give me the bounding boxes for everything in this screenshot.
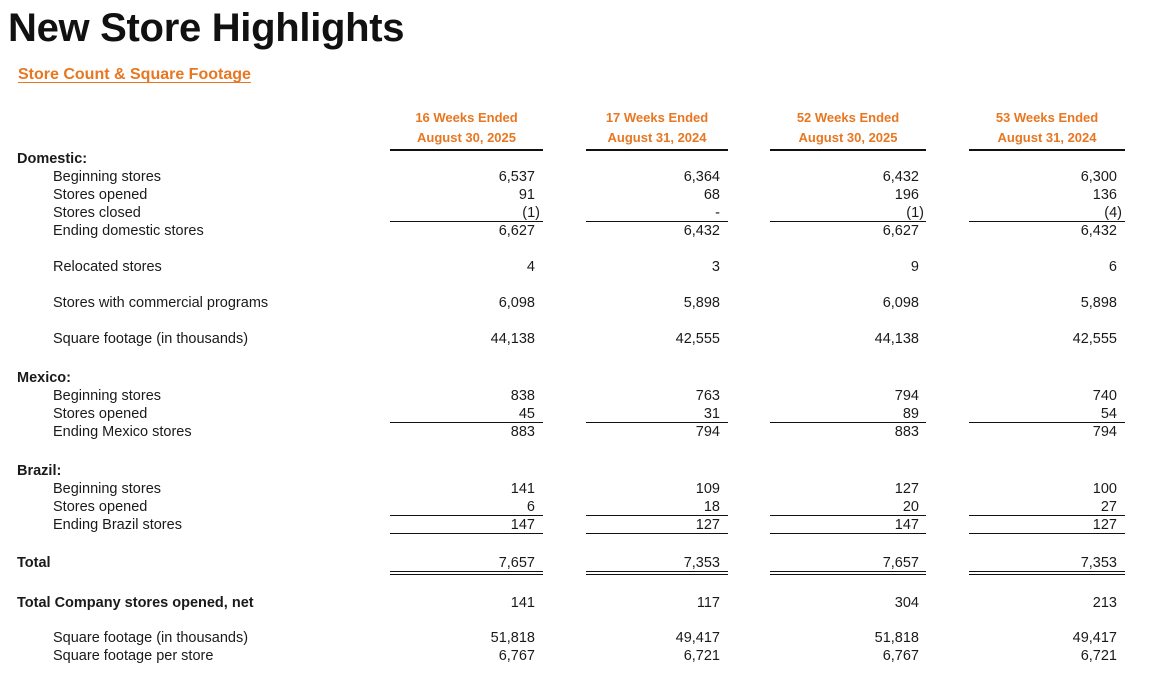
row-label: Ending domestic stores (53, 223, 204, 239)
cell-value: 54 (1100, 406, 1117, 422)
underline (969, 221, 1125, 222)
row-label: Mexico: (17, 370, 71, 386)
cell-value: 141 (510, 595, 535, 611)
cell-value: 31 (703, 406, 720, 422)
column-header-2 (586, 108, 728, 151)
row-label: Domestic: (17, 151, 88, 167)
cell-value: 838 (510, 388, 535, 404)
cell-value: 763 (695, 388, 720, 404)
double-underline (586, 571, 728, 575)
cell-value: 794 (894, 388, 919, 404)
row-label: Total Company stores opened, net (17, 595, 254, 611)
row-label: Beginning stores (53, 481, 162, 497)
column-header-date: August 31, 2024 (997, 130, 1097, 145)
cell-value: 6,300 (1080, 169, 1117, 185)
cell-value: 3 (711, 259, 720, 275)
underline (586, 221, 728, 222)
row-label: Ending Mexico stores (53, 424, 192, 440)
row-label: Total (17, 555, 51, 571)
section-subtitle: Store Count & Square Footage (18, 66, 251, 83)
cell-value: 7,657 (882, 555, 919, 571)
cell-value: 42,555 (675, 331, 720, 347)
cell-value: 883 (894, 424, 919, 440)
cell-value: 20 (902, 499, 919, 515)
cell-value: 6,432 (882, 169, 919, 185)
cell-value: 6,721 (683, 648, 720, 664)
double-underline (770, 571, 926, 575)
row-label: Brazil: (17, 463, 62, 479)
underline (390, 422, 543, 423)
cell-value: 7,353 (683, 555, 720, 571)
cell-value: - (715, 205, 720, 221)
column-header-1 (390, 108, 543, 151)
column-header-period: 17 Weeks Ended (605, 110, 709, 125)
cell-value: 6,098 (498, 295, 535, 311)
cell-value: 740 (1092, 388, 1117, 404)
cell-value: 6,432 (1080, 223, 1117, 239)
cell-value: 6 (526, 499, 535, 515)
underline (770, 221, 926, 222)
cell-value: 6,767 (498, 648, 535, 664)
underline (969, 533, 1125, 534)
cell-value: (4) (1104, 205, 1122, 221)
row-label: Beginning stores (53, 388, 162, 404)
cell-value: 44,138 (874, 331, 919, 347)
row-label: Stores closed (53, 205, 141, 221)
cell-value: 147 (894, 517, 919, 533)
cell-value: 6,721 (1080, 648, 1117, 664)
cell-value: 89 (902, 406, 919, 422)
column-header-date: August 30, 2025 (798, 130, 898, 145)
cell-value: 109 (695, 481, 720, 497)
cell-value: 42,555 (1072, 331, 1117, 347)
row-label: Square footage (in thousands) (53, 630, 249, 646)
page-title: New Store Highlights (8, 6, 405, 50)
column-header-period: 53 Weeks Ended (995, 110, 1099, 125)
row-label: Square footage (in thousands) (53, 331, 249, 347)
row-label: Relocated stores (53, 259, 162, 275)
cell-value: 147 (510, 517, 535, 533)
cell-value: 6,098 (882, 295, 919, 311)
row-label: Stores with commercial programs (53, 295, 269, 311)
row-label: Stores opened (53, 406, 148, 422)
cell-value: 45 (518, 406, 535, 422)
cell-value: 117 (696, 595, 720, 611)
column-header-period: 16 Weeks Ended (415, 110, 518, 125)
cell-value: 127 (894, 481, 919, 497)
cell-value: 127 (1092, 517, 1117, 533)
row-label: Beginning stores (53, 169, 162, 185)
underline (390, 515, 543, 516)
cell-value: 9 (910, 259, 919, 275)
underline (969, 422, 1125, 423)
underline (390, 221, 543, 222)
cell-value: 6,627 (498, 223, 535, 239)
cell-value: 27 (1100, 499, 1117, 515)
column-header-4 (969, 108, 1125, 151)
underline (586, 422, 728, 423)
underline (770, 422, 926, 423)
row-label: Ending Brazil stores (53, 517, 182, 533)
cell-value: (1) (522, 205, 540, 221)
cell-value: 4 (526, 259, 535, 275)
cell-value: 49,417 (1072, 630, 1117, 646)
cell-value: 5,898 (1080, 295, 1117, 311)
cell-value: 136 (1092, 187, 1117, 203)
cell-value: 141 (510, 481, 535, 497)
cell-value: 51,818 (490, 630, 535, 646)
cell-value: 100 (1092, 481, 1117, 497)
column-header-period: 52 Weeks Ended (796, 110, 900, 125)
cell-value: 7,353 (1080, 555, 1117, 571)
row-label: Square footage per store (53, 648, 214, 664)
row-label: Stores opened (53, 499, 148, 515)
cell-value: 794 (1092, 424, 1117, 440)
column-header-date: August 30, 2025 (417, 130, 516, 145)
cell-value: 18 (703, 499, 720, 515)
cell-value: 794 (695, 424, 720, 440)
cell-value: 6,537 (498, 169, 535, 185)
cell-value: 127 (695, 517, 720, 533)
column-header-3 (770, 108, 926, 151)
underline (586, 533, 728, 534)
cell-value: 213 (1092, 595, 1117, 611)
cell-value: 7,657 (498, 555, 535, 571)
cell-value: 68 (703, 187, 720, 203)
underline (586, 515, 728, 516)
cell-value: 44,138 (490, 331, 535, 347)
cell-value: 196 (894, 187, 919, 203)
cell-value: 5,898 (683, 295, 720, 311)
double-underline (390, 571, 543, 575)
cell-value: 6,767 (882, 648, 919, 664)
cell-value: 304 (894, 595, 919, 611)
underline (390, 533, 543, 534)
cell-value: 6,364 (683, 169, 720, 185)
cell-value: 49,417 (675, 630, 720, 646)
cell-value: 6,432 (683, 223, 720, 239)
underline (770, 515, 926, 516)
cell-value: 883 (510, 424, 535, 440)
cell-value: 91 (518, 187, 535, 203)
cell-value: 6 (1108, 259, 1117, 275)
column-header-date: August 31, 2024 (607, 130, 707, 145)
double-underline (969, 571, 1125, 575)
row-label: Stores opened (53, 187, 148, 203)
cell-value: 51,818 (874, 630, 919, 646)
underline (969, 515, 1125, 516)
cell-value: (1) (906, 205, 924, 221)
underline (770, 533, 926, 534)
cell-value: 6,627 (882, 223, 919, 239)
